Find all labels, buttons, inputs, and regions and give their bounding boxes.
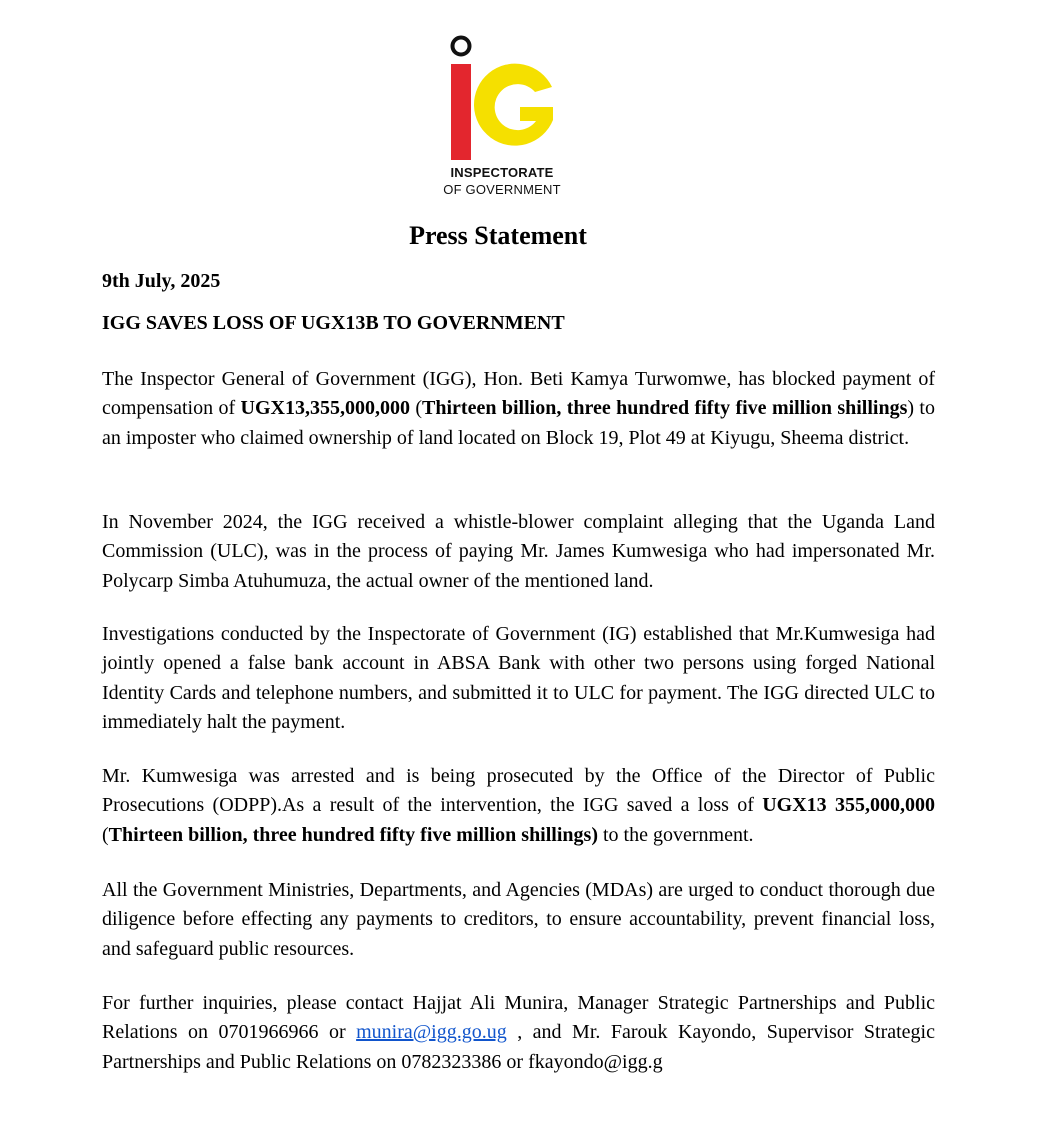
paragraph-4-text-a: Mr. Kumwesiga was arrested and is being prosecuted by the Office of the Director of Public Prosecutions (ODPP).As a result of the intervention, the IGG saved a loss of xyxy=(102,765,935,817)
ig-logo-icon xyxy=(436,34,568,164)
paragraph-4 xyxy=(102,762,935,850)
paragraph-4-text-c: to the government. xyxy=(597,823,754,846)
paragraph-6 xyxy=(102,989,935,1077)
logo-text-line2: OF GOVERNMENT xyxy=(443,182,561,197)
statement-date: 9th July, 2025 xyxy=(102,270,221,292)
headline: IGG SAVES LOSS OF UGX13B TO GOVERNMENT xyxy=(102,312,565,334)
paragraph-1-text-a: The Inspector General of Government (IGG), Hon. Beti Kamya Turwomwe, has blocked payment of compensation of xyxy=(102,368,935,420)
paragraph-4-amount-words: Thirteen billion, three hundred fifty five million shillings) xyxy=(108,823,598,846)
paragraph-1 xyxy=(102,365,935,453)
paragraph-1-amount: UGX13,355,000,000 xyxy=(240,397,410,420)
paragraph-1-amount-words: Thirteen billion, three hundred fifty five million shillings xyxy=(422,397,908,420)
paragraph-1-text-c: ) to an imposter who claimed ownership of land located on Block 19, Plot 49 at Kiyugu, Sheema district. xyxy=(102,397,935,449)
paragraph-6-text-b: , and Mr. Farouk Kayondo, Supervisor Strategic Partnerships and Public Relations on 0782323386 or fkayondo@igg.g xyxy=(102,1021,935,1073)
email-link-munira[interactable]: munira@igg.go.ug xyxy=(356,1021,507,1044)
logo-red-i xyxy=(451,64,471,160)
ig-logo xyxy=(436,34,568,204)
paragraph-1-text-b: ( xyxy=(409,397,423,420)
paragraph-5: All the Government Ministries, Departments, and Agencies (MDAs) are urged to conduct thorough due diligence before effecting any payments to creditors, to ensure accountability, prevent financial loss, and safeguard public resources. xyxy=(102,879,935,960)
logo-text-line1: INSPECTORATE xyxy=(450,165,554,180)
paragraph-3: Investigations conducted by the Inspectorate of Government (IG) established that Mr.Kumwesiga had jointly opened a false bank account in ABSA Bank with other two persons using forged National Identity Cards and telephone numbers, and submitted it to ULC for payment. The IGG directed ULC to immediately halt the payment. xyxy=(102,623,935,734)
logo-yellow-g xyxy=(474,64,553,146)
paragraph-2: In November 2024, the IGG received a whistle-blower complaint alleging that the Uganda Land Commission (ULC), was in the process of paying Mr. James Kumwesiga who had impersonated Mr. Polycarp Simba Atuhumuza, the actual owner of the mentioned land. xyxy=(102,511,935,592)
logo-dot xyxy=(453,38,470,55)
paragraph-4-text-b: ( xyxy=(102,823,109,846)
paragraph-6-text-a: For further inquiries, please contact Hajjat Ali Munira, Manager Strategic Partnerships and Public Relations on 0701966966 or xyxy=(102,992,935,1044)
document-title: Press Statement xyxy=(409,221,587,250)
paragraph-4-amount: UGX13 355,000,000 xyxy=(762,794,935,817)
